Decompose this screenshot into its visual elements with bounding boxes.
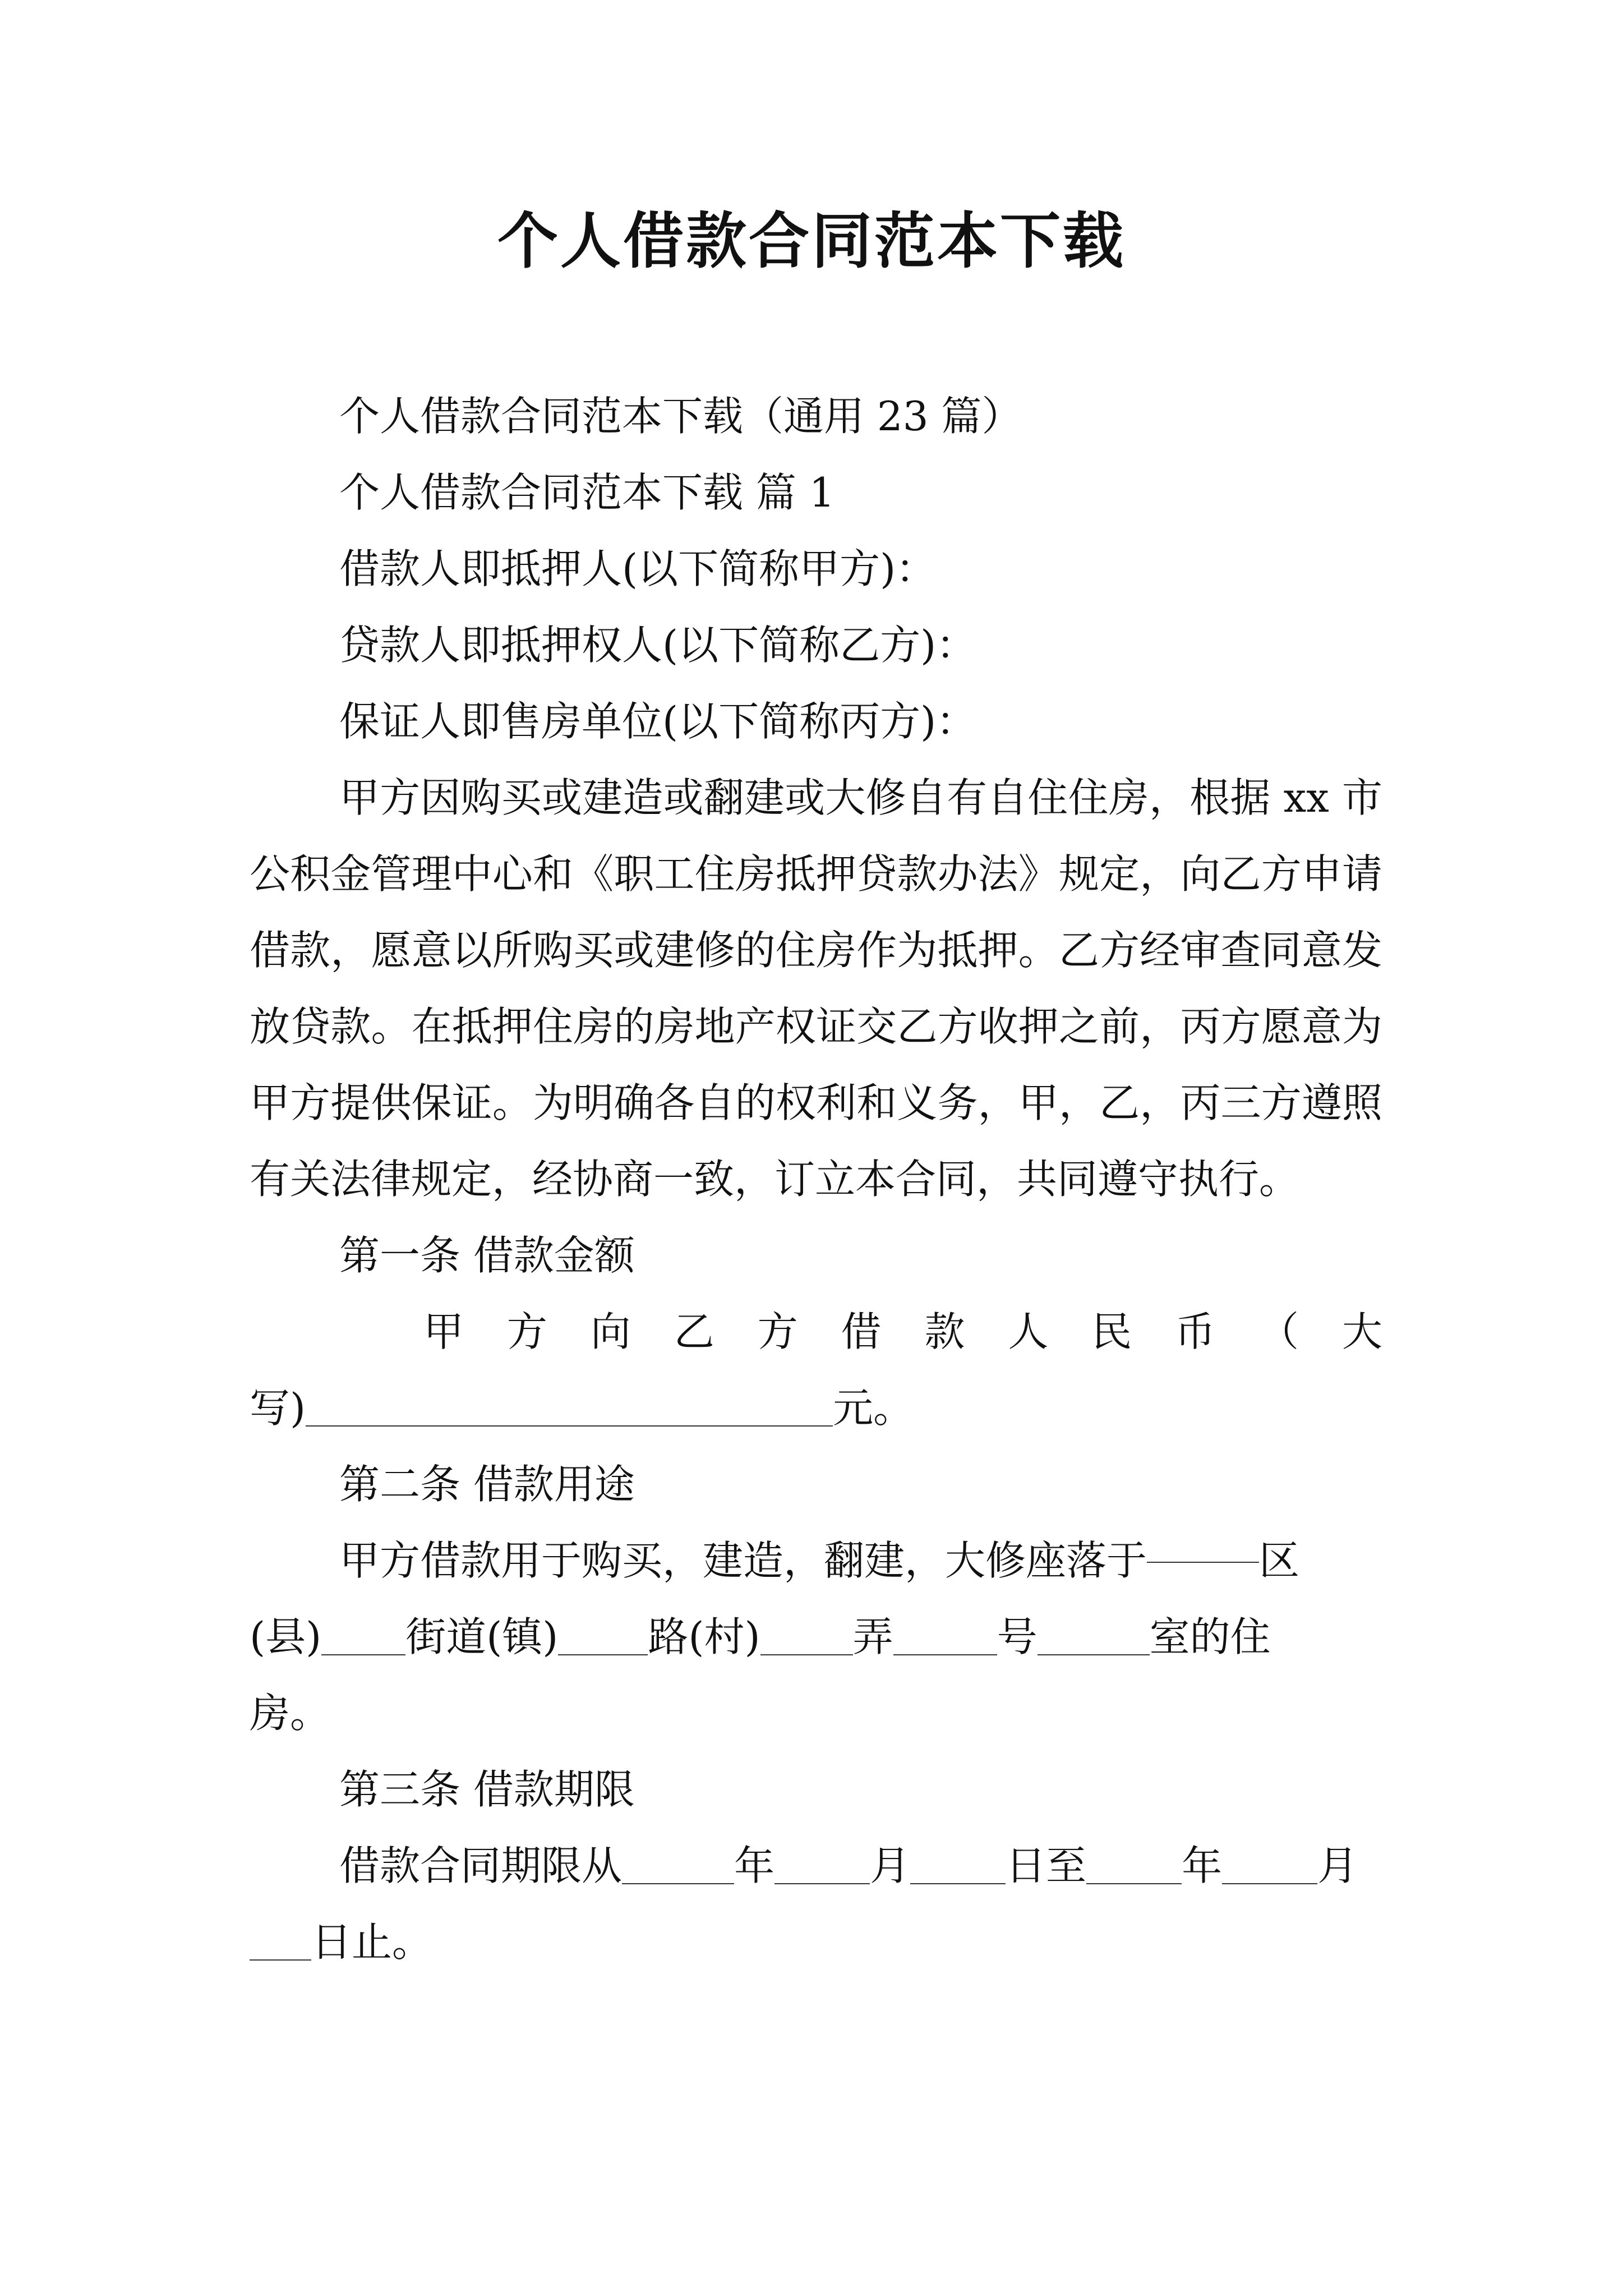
county-blank: [321, 1615, 405, 1655]
article-2-line3: 房。: [250, 1690, 331, 1737]
document-body: [250, 378, 1382, 1980]
article-2-text-c: (县): [250, 1613, 322, 1660]
article-1-char: 甲: [423, 1308, 464, 1355]
article-3-text-b: 年: [734, 1842, 775, 1889]
article-1-char: 大: [1341, 1308, 1382, 1355]
article-2-line2: [250, 1599, 1382, 1675]
article-2-text-h: 室的住: [1149, 1613, 1271, 1660]
article-1-char: 借: [841, 1308, 882, 1355]
section-heading: 个人借款合同范本下载 篇 1: [339, 469, 835, 516]
article-1-char: 人: [1008, 1308, 1049, 1355]
article-1-line1: [250, 1294, 1382, 1370]
start-year-blank: [622, 1844, 734, 1884]
article-2-line1: [250, 1522, 1382, 1599]
article-3-text-c: 月: [870, 1842, 911, 1889]
start-month-blank: [774, 1844, 870, 1884]
article-1-char: 币: [1175, 1308, 1216, 1355]
article-1-char: （: [1258, 1308, 1299, 1355]
article-3-text-f: 月: [1317, 1842, 1358, 1889]
article-3-title: 第三条 借款期限: [339, 1766, 635, 1813]
article-1-char: 乙: [674, 1308, 714, 1355]
article-3-text-e: 年: [1182, 1842, 1223, 1889]
article-3-text-g: 日止。: [311, 1918, 433, 1966]
article-1-char: 方: [757, 1308, 798, 1355]
party-c-line: 保证人即售房单位(以下简称丙方)：: [339, 698, 977, 745]
end-year-blank: [1086, 1844, 1182, 1884]
subtitle: 个人借款合同范本下载（通用 23 篇）: [339, 393, 1022, 440]
end-day-blank: [250, 1920, 311, 1961]
article-2-text-d: 街道(镇): [405, 1613, 559, 1660]
article-1-suffix: 元。: [833, 1384, 914, 1432]
amount-blank: [306, 1386, 833, 1427]
party-b-line: 贷款人即抵押权人(以下简称乙方)：: [339, 622, 977, 669]
article-1-char: 款: [924, 1308, 965, 1355]
article-2-text-a: 甲方借款用于购买，建造，翻建，大修座落于: [339, 1537, 1147, 1584]
end-month-blank: [1222, 1844, 1317, 1884]
article-2-text-g: 号: [997, 1613, 1038, 1660]
article-2-text-e: 路(村): [648, 1613, 760, 1660]
document-title: 个人借款合同范本下载: [497, 206, 1126, 277]
article-1-char: 方: [506, 1308, 547, 1355]
article-3-text-a: 借款合同期限从: [339, 1842, 623, 1889]
article-1-char: 向: [590, 1308, 631, 1355]
article-3-text-d: 日至: [1006, 1842, 1087, 1889]
road-blank: [760, 1615, 853, 1655]
district-blank: [1147, 1522, 1259, 1563]
article-1-char: 民: [1091, 1308, 1132, 1355]
number-blank: [1038, 1615, 1150, 1655]
lane-blank: [893, 1615, 997, 1655]
street-blank: [558, 1615, 648, 1655]
party-a-line: 借款人即抵押人(以下简称甲方)：: [339, 545, 937, 592]
article-3-line1: [250, 1828, 1382, 1904]
article-2-title: 第二条 借款用途: [339, 1461, 635, 1508]
article-2-text-f: 弄: [852, 1613, 893, 1660]
start-day-blank: [910, 1844, 1006, 1884]
article-3-line2: [250, 1904, 1382, 1980]
article-1-line2: [250, 1370, 1382, 1446]
article-2-text-b: 区: [1259, 1537, 1300, 1584]
article-1-title: 第一条 借款金额: [339, 1232, 635, 1279]
article-1-prefix: 写): [250, 1384, 306, 1432]
intro-paragraph: 甲方因购买或建造或翻建或大修自有自住住房，根据 xx 市公积金管理中心和《职工住房抵押贷款办法》规定，向乙方申请借款，愿意以所购买或建修的住房作为抵押。乙方经审查同意发放贷款。在抵押住房的房地产权证交乙方收押之前，丙方愿意为甲方提供保证。为明确各自的权利和义务，甲，乙，丙三方遵照有关法律规定，经协商一致，订立本合同，共同遵守执行。: [250, 774, 1382, 1203]
